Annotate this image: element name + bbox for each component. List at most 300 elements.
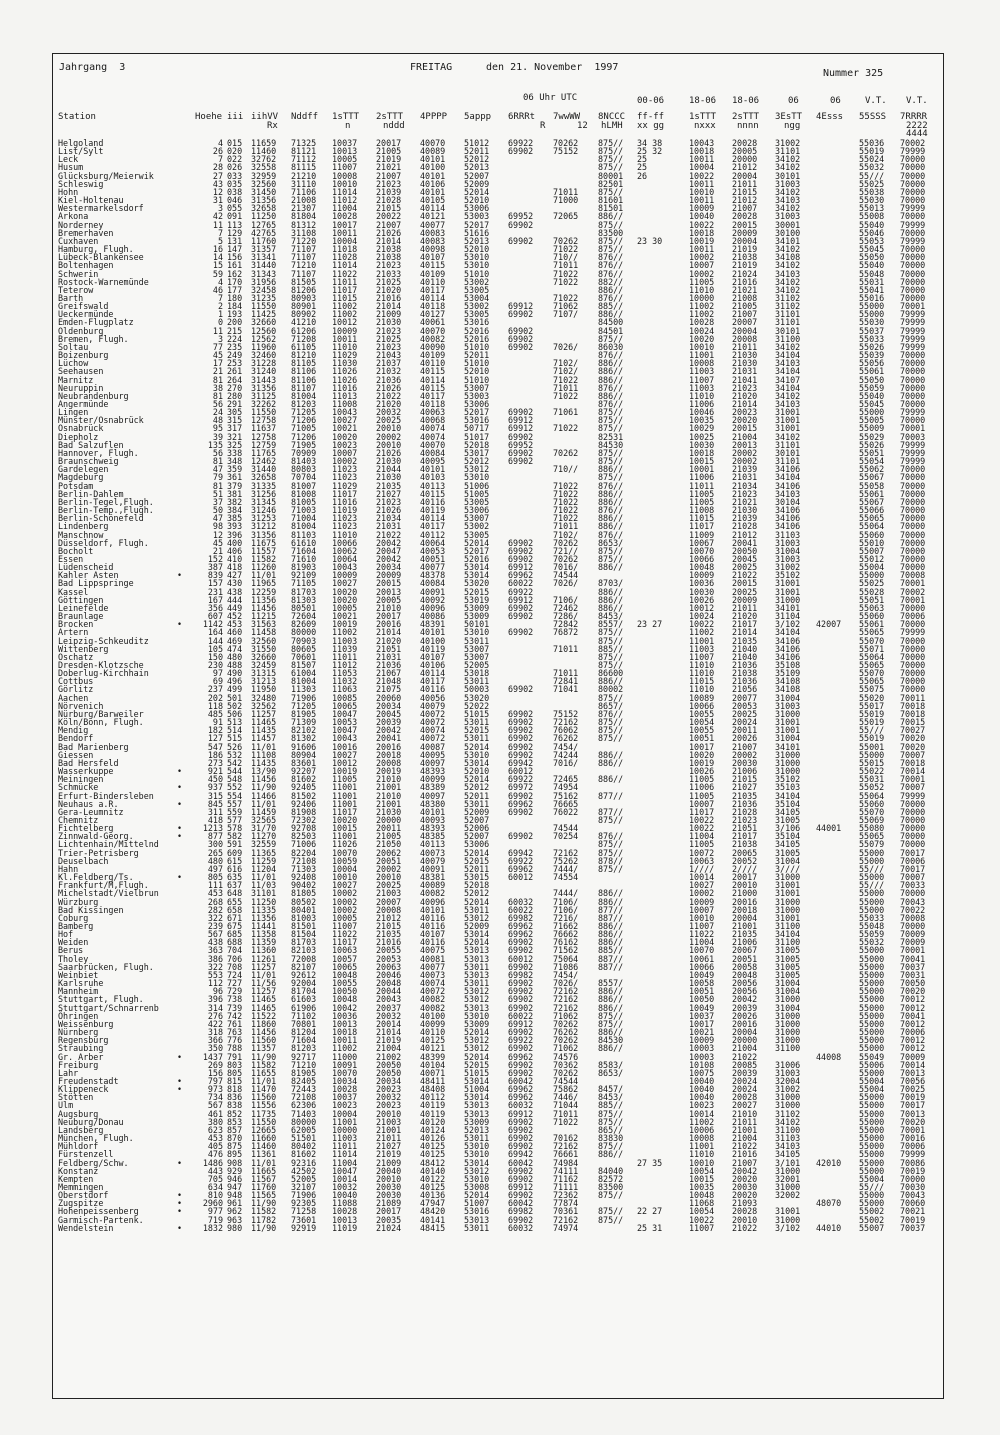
station-name: Lüdenscheid (58, 562, 114, 573)
station-height: 21 (212, 545, 223, 556)
dewpoint-group: 21019 (376, 1035, 402, 1046)
wind-group: 71403 (291, 1108, 317, 1119)
pressure-group: 40100 (420, 162, 446, 173)
cloud-group: 876// (598, 382, 624, 393)
precip-group: 69902 (508, 1141, 534, 1152)
station-name: Zinnwald-Georg. (58, 831, 134, 842)
dewpoint-group: 21023 (376, 325, 402, 336)
station-height: 16 (212, 244, 223, 255)
dewpoint-group: 20051 (376, 855, 402, 866)
wind-group: 80401 (291, 904, 317, 915)
station-id: 805 (227, 1067, 243, 1078)
table-row (53, 873, 943, 881)
ihvv-group: 11637 (251, 423, 277, 434)
sunshine-group: 55067 (859, 472, 885, 483)
temperature-group: 10070 (332, 1067, 358, 1078)
precip-amount-group: 79999 (900, 456, 926, 467)
precip-amount-group: 70000 (900, 602, 926, 613)
station-name: Stuttgart/Schnarrenb (58, 1002, 159, 1013)
ground-group: 34102 (775, 341, 801, 352)
station-id: 162 (227, 268, 243, 279)
station-name: Hof (58, 929, 74, 940)
station-name: Glücksburg/Meierwik (58, 170, 154, 181)
ihvv-group: 31235 (251, 292, 277, 303)
table-row (53, 816, 943, 824)
pressure-group: 40072 (420, 717, 446, 728)
tendency-group: 52014 (464, 896, 490, 907)
precip-group: 69902 (508, 708, 534, 719)
min-temp-group: 21015 (732, 774, 758, 785)
sunshine-group: 55069 (859, 814, 885, 825)
table-row (53, 433, 943, 441)
station-id: 280 (227, 390, 243, 401)
max-temp-group: 10026 (689, 766, 715, 777)
wind-group: 81004 (291, 521, 317, 532)
pressure-group: 40071 (420, 1067, 446, 1078)
temperature-group: 11023 (332, 513, 358, 524)
sunshine-group: 55070 (859, 668, 885, 679)
table-row (53, 1093, 943, 1101)
tendency-group: 53018 (464, 668, 490, 679)
cloud-group: 875// (598, 1018, 624, 1029)
dewpoint-group: 21039 (376, 186, 402, 197)
max-temp-group: 10040 (689, 1084, 715, 1095)
precip-group: 69912 (508, 594, 534, 605)
table-row (53, 196, 943, 204)
temperature-group: 10012 (332, 757, 358, 768)
ground-group: 31003 (775, 1067, 801, 1078)
table-header (53, 94, 943, 138)
pressure-group: 40114 (420, 668, 446, 679)
ihvv-group: 11361 (251, 1149, 277, 1160)
header-period-tx: 18-06 (689, 96, 717, 106)
header-pppp: 4PPPP (420, 112, 448, 122)
tendency-group: 53009 (464, 1018, 490, 1029)
cloud-group: 877// (598, 904, 624, 915)
weather-group: 71022 (553, 374, 579, 385)
sunshine-group: 55046 (859, 227, 885, 238)
wind-group: 81507 (291, 660, 317, 670)
tendency-group: 53010 (464, 1173, 490, 1184)
ihvv-group: 11465 (251, 994, 277, 1005)
wind-group: 71112 (291, 154, 317, 165)
wind-group: 62005 (291, 1124, 317, 1135)
station-height: 311 (207, 806, 223, 817)
min-temp-group: 21023 (732, 814, 758, 825)
sunshine-group: 55065 (859, 513, 885, 524)
ground-group: 31001 (775, 578, 801, 589)
table-row (53, 588, 943, 596)
table-row (53, 318, 943, 326)
sunshine-group: 55053 (859, 235, 885, 246)
station-height: 81 (212, 390, 223, 401)
wind-group: 81121 (291, 146, 317, 157)
ihvv-group: 31356 (251, 529, 277, 540)
dewpoint-group: 21010 (376, 790, 402, 801)
gust-group: 25 32 (637, 146, 663, 157)
wind-group: 71906 (291, 692, 317, 703)
sunshine-group: 55000 (859, 1149, 885, 1160)
ihvv-group: 11/90 (251, 1051, 277, 1062)
header-utc: 06 Uhr UTC (523, 93, 578, 103)
sunshine-group: 55050 (859, 374, 885, 385)
sunshine-group: 55000 (859, 978, 885, 989)
temperature-group: 10014 (332, 1173, 358, 1184)
max-temp-group: 11068 (689, 1198, 715, 1209)
dewpoint-group: 20007 (376, 896, 402, 907)
ground-group: 31004 (775, 855, 801, 866)
dewpoint-group: 21030 (376, 317, 402, 328)
min-temp-group: 21000 (732, 888, 758, 899)
cloud-group: 875// (598, 1206, 624, 1217)
pressure-group: 40116 (420, 921, 446, 931)
sunshine-group: 55025 (859, 178, 885, 189)
station-id: 526 (227, 741, 243, 752)
temperature-group: 10020 (332, 431, 358, 442)
station-height: 1142 (202, 619, 223, 630)
station-height: 839 (207, 570, 223, 581)
table-row (53, 221, 943, 229)
ground-group: 31102 (775, 301, 801, 312)
temperature-group: 11017 (332, 937, 358, 948)
temperature-group: 10010 (332, 178, 358, 189)
ground-group: 31100 (775, 937, 801, 948)
gust-group: 25 31 (637, 1222, 663, 1233)
cloud-group: 875// (598, 1141, 624, 1152)
wind-group: 81501 (291, 921, 317, 931)
tendency-group: 52014 (464, 186, 490, 197)
min-temp-group: 21010 (732, 1108, 758, 1119)
pressure-group: 40089 (420, 880, 446, 891)
wind-group: 81106 (291, 374, 317, 385)
precip-amount-group: 70000 (900, 276, 926, 287)
header-e4: 4Esss (816, 112, 844, 122)
pressure-group: 40120 (420, 1116, 446, 1127)
station-name: Arkona (58, 211, 89, 222)
max-temp-group: 11006 (689, 782, 715, 793)
station-height: 396 (207, 994, 223, 1005)
cloud-group: 886// (598, 929, 624, 940)
header-period-tn: 18-06 (732, 96, 760, 106)
weather-group: 70254 (553, 831, 579, 842)
ground-group: 34101 (775, 602, 801, 613)
ground-group: 31000 (775, 994, 801, 1005)
station-height: 1213 (202, 823, 223, 834)
precip-amount-group: 70000 (900, 529, 926, 540)
dewpoint-group: 21043 (376, 350, 402, 361)
cloud-group: 886// (598, 749, 624, 760)
weather-group: 72462 (553, 602, 579, 613)
max-temp-group: 10029 (689, 423, 715, 434)
station-name: Öhringen (58, 1010, 99, 1021)
weather-group: 70262 (553, 537, 579, 548)
max-temp-group: 10051 (689, 986, 715, 997)
sunshine-group: 55000 (859, 953, 885, 964)
station-height: 805 (207, 872, 223, 883)
pressure-group: 40053 (420, 545, 446, 556)
dewpoint-group: 21007 (376, 170, 402, 181)
dewpoint-group: 21005 (376, 831, 402, 842)
pressure-group: 48385 (420, 831, 446, 842)
station-id: 224 (227, 333, 243, 344)
station-id: 379 (227, 480, 243, 491)
temperature-group: 10019 (332, 766, 358, 777)
precip-group: 60012 (508, 953, 534, 964)
precip-group: 69912 (508, 301, 534, 312)
table-row (53, 702, 943, 710)
precip-amount-group: 70031 (900, 969, 926, 980)
pressure-group: 40075 (420, 945, 446, 956)
min-temp-group: 20020 (732, 1190, 758, 1201)
station-id: 870 (227, 1133, 243, 1144)
ihvv-group: 31343 (251, 268, 277, 279)
ground-group: 3/102 (775, 619, 801, 630)
weather-group: 70262 (553, 1067, 579, 1078)
dewpoint-group: 21016 (376, 937, 402, 948)
station-name: Rostock-Warnemünde (58, 276, 149, 287)
tendency-group: 51005 (464, 488, 490, 499)
table-row (53, 229, 943, 237)
station-name: Neuhaus a.R. (58, 798, 119, 809)
mountain-marker: • (177, 872, 183, 883)
cloud-group: 8703/ (598, 578, 624, 589)
dewpoint-group: 20017 (376, 1206, 402, 1217)
sunshine-group: 55066 (859, 505, 885, 516)
table-row (53, 579, 943, 587)
dewpoint-group: 21021 (376, 162, 402, 173)
tendency-group: 53011 (464, 635, 490, 646)
cloud-group: 875// (598, 1116, 624, 1127)
min-temp-group: 21004 (732, 1133, 758, 1144)
min-temp-group: 21001 (732, 921, 758, 931)
ground-group: 31103 (775, 1133, 801, 1144)
ground-group: 34104 (775, 366, 801, 377)
dewpoint-group: 21036 (376, 660, 402, 670)
precip-amount-group: 70001 (900, 945, 926, 956)
station-name: Bad Hersfeld (58, 757, 119, 768)
min-temp-group: 20028 (732, 138, 758, 148)
table-row (53, 1142, 943, 1150)
station-height: 921 (207, 766, 223, 777)
station-name: Hohenpeissenberg (58, 1206, 139, 1217)
station-name: Artern (58, 627, 89, 638)
cloud-group: 83500 (598, 227, 624, 238)
station-height: 268 (207, 896, 223, 907)
weather-group: 72162 (553, 1214, 579, 1225)
table-row (53, 995, 943, 1003)
precip-group: 69902 (508, 553, 534, 564)
ground-group: 35104 (775, 798, 801, 809)
pressure-group: 40077 (420, 961, 446, 972)
max-temp-group: 10066 (689, 553, 715, 564)
min-temp-group: 20058 (732, 961, 758, 972)
temperature-group: 10009 (332, 325, 358, 336)
station-name: Bremerhaven (58, 227, 114, 238)
dewpoint-group: 21030 (376, 456, 402, 467)
wind-group: 80605 (291, 643, 317, 654)
station-id: 180 (227, 292, 243, 303)
weather-group: 71022 (553, 496, 579, 507)
dewpoint-group: 21022 (376, 529, 402, 540)
precip-amount-group: 70000 (900, 292, 926, 303)
ihvv-group: 11257 (251, 986, 277, 997)
precip-amount-group: 70009 (900, 937, 926, 948)
ihvv-group: 11465 (251, 1002, 277, 1013)
station-name: Bremen, Flugh. (58, 333, 129, 344)
ihvv-group: 12560 (251, 325, 277, 336)
table-row (53, 922, 943, 930)
sunshine-group: 55000 (859, 847, 885, 858)
precip-amount-group: 70000 (900, 619, 926, 630)
ihvv-group: 12462 (251, 456, 277, 467)
jahrgang-label: Jahrgang 3 (59, 62, 126, 73)
sunshine-group: 55065 (859, 627, 885, 638)
temperature-group: 10005 (332, 602, 358, 613)
sunshine-group: 55030 (859, 317, 885, 328)
ground-group: 30101 (775, 447, 801, 458)
day-label: FREITAG (410, 62, 453, 73)
pressure-group: 48378 (420, 570, 446, 581)
precip-group: 69902 (508, 341, 534, 352)
precip-group: 69902 (508, 684, 534, 695)
table-row (53, 971, 943, 979)
max-temp-group: 10011 (689, 195, 715, 206)
station-name: Memmingen (58, 1182, 104, 1192)
precip-amount-group: 70011 (900, 692, 926, 703)
station-id: 791 (227, 1051, 243, 1062)
cloud-group: 876// (598, 480, 624, 491)
header-rx: Rx (267, 121, 278, 131)
station-name: Freiburg (58, 1059, 99, 1070)
temperature-group: 11017 (332, 284, 358, 295)
dewpoint-group: 21026 (376, 227, 402, 238)
max-temp-group: 10003 (689, 1051, 715, 1062)
precip-amount-group: 70000 (900, 382, 926, 393)
ground-group: 31001 (775, 912, 801, 923)
ihvv-group: 32262 (251, 399, 277, 409)
tendency-group: 53010 (464, 472, 490, 483)
table-row (53, 620, 943, 628)
station-name: Leck (58, 154, 79, 165)
pressure-group: 48420 (420, 1206, 446, 1217)
wind-group: 81007 (291, 480, 317, 491)
pressure-group: 40082 (420, 333, 446, 344)
weather-group: 71011 (553, 382, 579, 393)
sunshine-group: 55026 (859, 439, 885, 450)
temperature-group: 10013 (332, 1214, 358, 1225)
station-height: 127 (207, 733, 223, 744)
mountain-marker: • (177, 570, 183, 581)
table-row (53, 155, 943, 163)
pressure-group: 40099 (420, 1018, 446, 1029)
cloud-group: 875// (598, 863, 624, 874)
station-name: Westermarkelsdorf (58, 203, 144, 214)
precip-amount-group: 70009 (900, 929, 926, 940)
station-height: 98 (212, 521, 223, 532)
station-name: Augsburg (58, 1108, 99, 1119)
temperature-group: 10036 (332, 1010, 358, 1021)
wind-group: 81204 (291, 1027, 317, 1038)
ground-group: 31100 (775, 1124, 801, 1135)
ihvv-group: 11735 (251, 1108, 277, 1119)
precip-amount-group: 70043 (900, 896, 926, 907)
precip-amount-group: 70000 (900, 831, 926, 842)
precip-group: 69922 (508, 774, 534, 785)
precip-amount-group: 70000 (900, 1173, 926, 1184)
precip-amount-group: 70001 (900, 1124, 926, 1135)
station-name: Brocken (58, 619, 94, 630)
ground-group: 34106 (775, 464, 801, 475)
header-station: Station (58, 112, 96, 122)
weather-group: 72162 (553, 994, 579, 1005)
station-height: 95 (212, 423, 223, 434)
sunshine-group: 55000 (859, 1198, 885, 1209)
station-name: Kl.Feldberg/Ts. (58, 872, 134, 883)
precip-group: 69962 (508, 1092, 534, 1103)
station-name: Kempten (58, 1173, 94, 1184)
precip-amount-group: 79999 (900, 341, 926, 352)
table-row (53, 180, 943, 188)
pressure-group: 40116 (420, 496, 446, 507)
station-height: 363 (207, 945, 223, 956)
ihvv-group: 31101 (251, 888, 277, 899)
ihvv-group: 11675 (251, 537, 277, 548)
ihvv-group: 31443 (251, 374, 277, 385)
min-temp-group: 20048 (732, 969, 758, 980)
weather-group: 71022 (553, 268, 579, 279)
wind-group: 32107 (291, 1182, 317, 1192)
weather-group: 72841 (553, 676, 579, 687)
cloud-group: 875// (598, 447, 624, 458)
wind-group: 82107 (291, 961, 317, 972)
station-name: Gardelegen (58, 464, 109, 475)
min-temp-group: 20017 (732, 872, 758, 883)
min-temp-group: 21020 (732, 390, 758, 401)
ground-group: 31000 (775, 757, 801, 768)
weather-group: 71111 (553, 1182, 579, 1192)
ground-group: 34102 (775, 1116, 801, 1127)
pressure-group: 40101 (420, 806, 446, 817)
dewpoint-group: 21031 (376, 521, 402, 532)
max-temp-group: 11002 (689, 627, 715, 638)
precip-group: 69902 (508, 937, 534, 948)
ground-group: 34104 (775, 790, 801, 801)
station-height: 7 (217, 227, 223, 238)
max-temp-group: 11010 (689, 660, 715, 670)
pressure-group: 40126 (420, 1133, 446, 1144)
precip-amount-group: 70000 (900, 513, 926, 524)
precip-amount-group: 79999 (900, 439, 926, 450)
station-id: 582 (227, 831, 243, 842)
ihvv-group: 32660 (251, 651, 277, 662)
station-id: 685 (227, 929, 243, 940)
station-height: 265 (207, 847, 223, 858)
ihvv-group: 11/01 (251, 1157, 277, 1168)
precip-amount-group: 70008 (900, 570, 926, 581)
pressure-group: 40107 (420, 929, 446, 940)
station-id: 406 (227, 545, 243, 556)
precip-group: 69902 (508, 1116, 534, 1127)
precip-group: 69912 (508, 1108, 534, 1119)
wind-group: 71210 (291, 260, 317, 271)
precip-group: 69912 (508, 415, 534, 426)
sunshine-group: 55028 (859, 586, 885, 597)
temperature-group: 11001 (332, 1116, 358, 1127)
wind-group: 71610 (291, 553, 317, 564)
ihvv-group: 11522 (251, 1010, 277, 1021)
dewpoint-group: 21015 (376, 921, 402, 931)
tendency-group: 52017 (464, 219, 490, 230)
